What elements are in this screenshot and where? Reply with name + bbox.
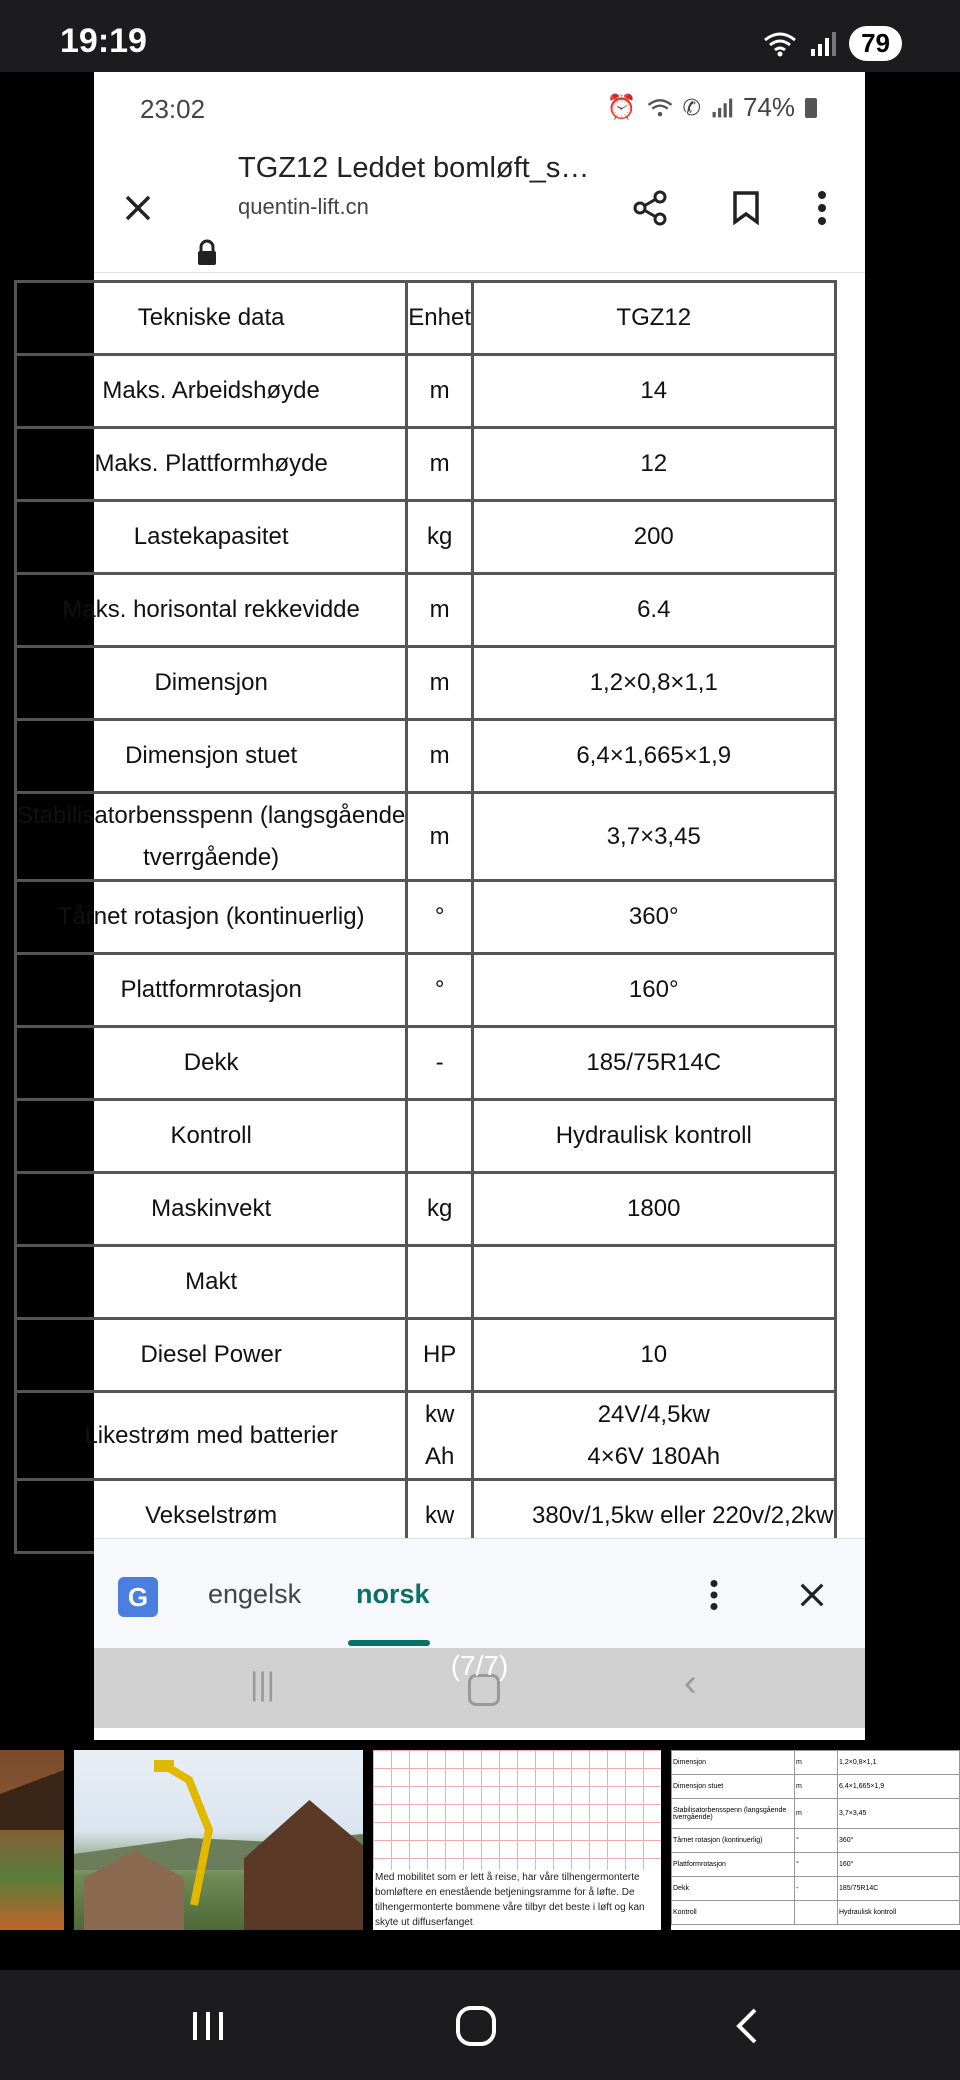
- inner-status-bar: [94, 72, 865, 142]
- row-value: 3,7×3,45: [473, 793, 836, 881]
- row-value-line: 4×6V 180Ah: [587, 1442, 721, 1470]
- translate-bar: [94, 1538, 865, 1649]
- row-name: Dimensjon: [16, 647, 407, 720]
- row-value: 10: [473, 1319, 836, 1392]
- thumb-cell: [795, 1901, 838, 1925]
- inner-battery-text: 74%: [742, 92, 795, 122]
- thumb-cell: Plattformrotasjon: [672, 1853, 795, 1877]
- row-value: 6.4: [473, 574, 836, 647]
- lang-option-norwegian[interactable]: norsk: [356, 1579, 430, 1609]
- thumb-cell: Kontroll: [672, 1901, 795, 1925]
- spec-table: [14, 280, 837, 1554]
- thumb-cell: 160°: [838, 1853, 960, 1877]
- inner-status-icons: [607, 92, 817, 123]
- thumb-row: [672, 1829, 960, 1853]
- thumb-row: [672, 1751, 960, 1775]
- thumb-caption: Med mobilitet som er lett å reise, har våre tilhengermonterte bomløftere en enestående betjeningsramme for å løfte. De tilhengermonterte bommene våre tilbyr det beste i løft og kan skyte ut diffuserfanget: [375, 1872, 645, 1928]
- header-cell: TGZ12: [473, 282, 836, 355]
- page-domain: quentin-lift.cn: [238, 194, 369, 219]
- photo-viewer-image[interactable]: [17, 72, 865, 1740]
- thumb-cell: Dekk: [672, 1877, 795, 1901]
- thumb-cell: Dimensjon: [672, 1751, 795, 1775]
- row-name: Maks. Plattformhøyde: [16, 428, 407, 501]
- row-name: Makt: [16, 1246, 407, 1319]
- thumb-cell: Stabilisatorbensspenn (langsgående tverrgående): [672, 1799, 795, 1829]
- row-value: 380v/1,5kw eller 220v/2,2kw: [473, 1480, 836, 1553]
- google-translate-icon: G: [118, 1577, 158, 1617]
- row-value: 160°: [473, 954, 836, 1027]
- row-name: Maskinvekt: [16, 1173, 407, 1246]
- thumbnail-3[interactable]: [373, 1750, 661, 1930]
- row-name: Dekk: [16, 1027, 407, 1100]
- outer-status-icons: [763, 26, 902, 61]
- table-row: [16, 1100, 836, 1173]
- row-unit: m: [407, 720, 473, 793]
- row-unit-line: Ah: [424, 1442, 455, 1470]
- table-row: [16, 881, 836, 954]
- row-unit: m: [407, 355, 473, 428]
- gallery-counter: (7/7): [450, 1650, 509, 1681]
- thumb-row: [672, 1799, 960, 1829]
- wifi-icon: [647, 97, 673, 119]
- row-value: 6,4×1,665×1,9: [473, 720, 836, 793]
- row-unit-line: kw: [424, 1400, 455, 1428]
- row-value: [473, 1392, 836, 1480]
- recent-apps-icon: |||: [250, 1666, 275, 1702]
- signal-icon: [711, 97, 733, 119]
- table-row: [16, 1173, 836, 1246]
- thumb-cell: -: [795, 1877, 838, 1901]
- row-name: Dimensjon stuet: [16, 720, 407, 793]
- row-value-line: 24V/4,5kw: [597, 1400, 710, 1428]
- thumb-row: [672, 1775, 960, 1799]
- thumbnail-1[interactable]: [0, 1750, 64, 1930]
- battery-icon: [805, 98, 817, 118]
- row-unit: kw: [407, 1480, 473, 1553]
- thumbnail-4[interactable]: [671, 1750, 960, 1930]
- thumb-spec-table: [671, 1750, 960, 1925]
- row-unit: °: [407, 954, 473, 1027]
- row-unit: m: [407, 793, 473, 881]
- recent-apps-button[interactable]: [178, 1996, 238, 2056]
- table-row: [16, 954, 836, 1027]
- row-unit: [407, 1246, 473, 1319]
- close-icon[interactable]: [792, 1575, 832, 1615]
- lang-option-english[interactable]: engelsk: [208, 1579, 302, 1609]
- call-icon: ✆: [682, 94, 701, 120]
- row-name: Likestrøm med batterier: [16, 1392, 407, 1480]
- inner-clock: 23:02: [140, 94, 206, 124]
- thumb-grid-chart: [373, 1750, 661, 1870]
- bookmark-icon[interactable]: [724, 186, 768, 230]
- row-unit: HP: [407, 1319, 473, 1392]
- table-row: [16, 428, 836, 501]
- table-row: [16, 793, 836, 881]
- row-name: Kontroll: [16, 1100, 407, 1173]
- table-row: [16, 1392, 836, 1480]
- thumb-cell: 6,4×1,665×1,9: [838, 1775, 960, 1799]
- table-row: [16, 1027, 836, 1100]
- battery-indicator: 79: [849, 26, 902, 61]
- alarm-icon: ⏰: [606, 94, 637, 121]
- row-name-line: Stabilisatorbensspenn (langsgående: [17, 801, 406, 829]
- outer-status-bar: [0, 0, 960, 72]
- table-row: [16, 1319, 836, 1392]
- row-name: [16, 793, 407, 881]
- row-unit: m: [407, 647, 473, 720]
- row-unit: kg: [407, 501, 473, 574]
- thumb-cell: °: [795, 1853, 838, 1877]
- row-value: 12: [473, 428, 836, 501]
- row-name: Diesel Power: [16, 1319, 407, 1392]
- thumb-cell: Tårnet rotasjon (kontinuerlig): [672, 1829, 795, 1853]
- thumb-cell: m: [795, 1751, 838, 1775]
- thumb-roof-graphic: [0, 1770, 64, 1830]
- row-unit: [407, 1100, 473, 1173]
- row-value: 14: [473, 355, 836, 428]
- row-name: Tårnet rotasjon (kontinuerlig): [16, 881, 407, 954]
- outer-clock: 19:19: [60, 22, 147, 60]
- table-row: [16, 647, 836, 720]
- table-row: [16, 574, 836, 647]
- table-row: [16, 355, 836, 428]
- thumb-cell: Dimensjon stuet: [672, 1775, 795, 1799]
- thumb-cell: °: [795, 1829, 838, 1853]
- thumb-row: [672, 1901, 960, 1925]
- thumb-boom-lift: [134, 1760, 244, 1910]
- more-options-icon[interactable]: [694, 1575, 734, 1615]
- row-name: Maks. Arbeidshøyde: [16, 355, 407, 428]
- thumb-cell: 3,7×3,45: [838, 1799, 960, 1829]
- selected-language-indicator: [348, 1640, 430, 1646]
- thumb-cell: m: [795, 1799, 838, 1829]
- header-cell: Enhet: [407, 282, 473, 355]
- row-name: Plattformrotasjon: [16, 954, 407, 1027]
- wifi-icon: [763, 31, 797, 57]
- row-value: 1,2×0,8×1,1: [473, 647, 836, 720]
- row-unit: [407, 1392, 473, 1480]
- thumb-row: [672, 1877, 960, 1901]
- table-row: [16, 720, 836, 793]
- row-unit: m: [407, 428, 473, 501]
- row-value: 185/75R14C: [473, 1027, 836, 1100]
- row-unit: °: [407, 881, 473, 954]
- close-icon[interactable]: [116, 186, 160, 230]
- table-row: [16, 501, 836, 574]
- thumb-row: [672, 1853, 960, 1877]
- row-unit: m: [407, 574, 473, 647]
- more-options-icon[interactable]: [800, 186, 844, 230]
- thumb-cell: 1,2×0,8×1,1: [838, 1751, 960, 1775]
- row-value: 200: [473, 501, 836, 574]
- row-unit: kg: [407, 1173, 473, 1246]
- share-icon[interactable]: [628, 186, 672, 230]
- system-navigation-bar: [0, 1970, 960, 2080]
- header-cell: Tekniske data: [16, 282, 407, 355]
- table-header-row: [16, 282, 836, 355]
- back-button[interactable]: [716, 1996, 776, 2056]
- row-value: Hydraulisk kontroll: [473, 1100, 836, 1173]
- thumb-cell: m: [795, 1775, 838, 1799]
- thumb-house-right: [244, 1800, 363, 1930]
- row-value: 1800: [473, 1173, 836, 1246]
- table-row: [16, 1246, 836, 1319]
- row-name: Lastekapasitet: [16, 501, 407, 574]
- row-name: Vekselstrøm: [16, 1480, 407, 1553]
- signal-icon: [809, 31, 837, 57]
- thumb-cell: 360°: [838, 1829, 960, 1853]
- lock-icon: [194, 238, 220, 268]
- thumb-cell: Hydraulisk kontroll: [838, 1901, 960, 1925]
- row-unit: -: [407, 1027, 473, 1100]
- thumb-cell: 185/75R14C: [838, 1877, 960, 1901]
- back-icon: ‹: [684, 1662, 697, 1704]
- page-title: TGZ12 Leddet bomløft_s…: [238, 152, 590, 184]
- row-value: 360°: [473, 881, 836, 954]
- row-name: Maks. horisontal rekkevidde: [16, 574, 407, 647]
- thumbnail-2[interactable]: [74, 1750, 363, 1930]
- row-name-line: tverrgående): [143, 843, 280, 871]
- row-value: [473, 1246, 836, 1319]
- home-button[interactable]: [446, 1996, 506, 2056]
